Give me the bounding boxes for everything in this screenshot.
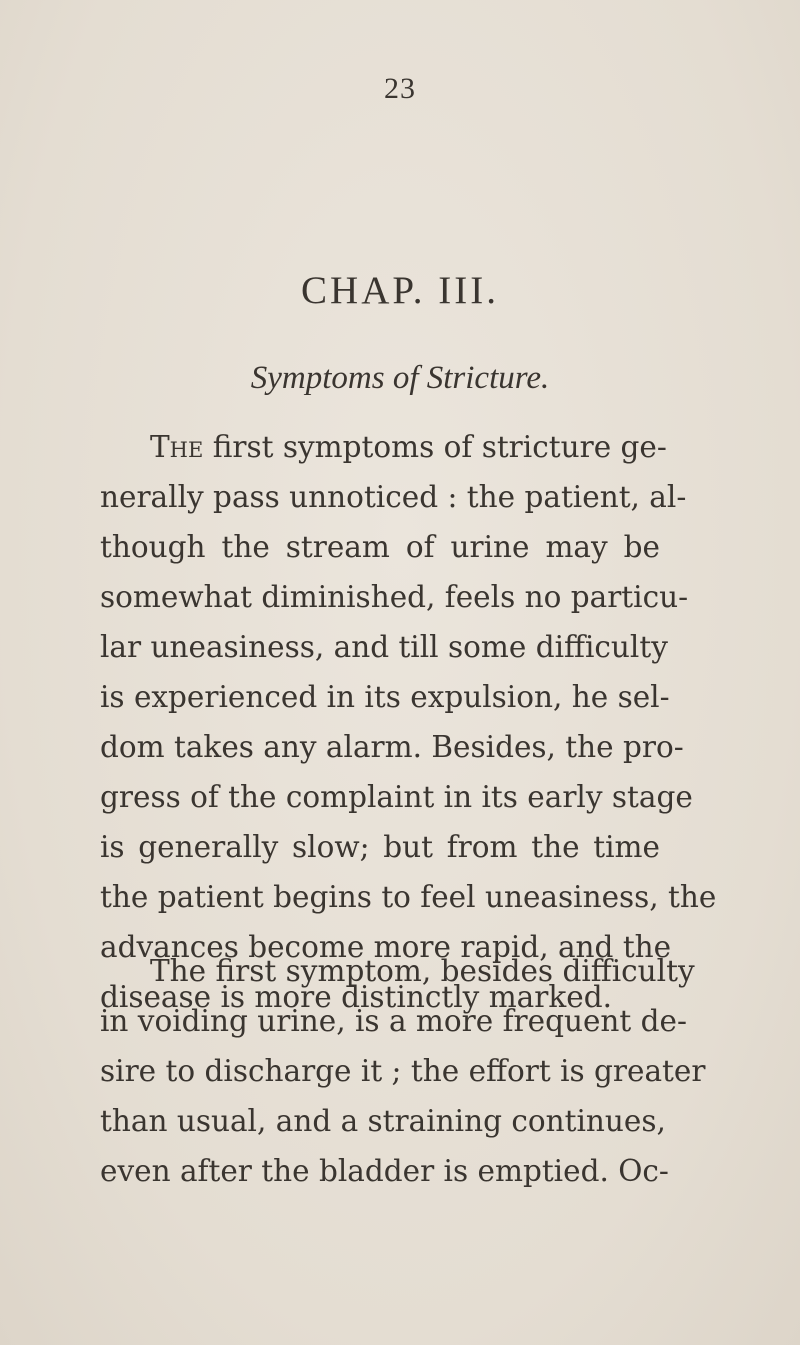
text-line: in voiding urine, is a more frequent de- [100, 1004, 687, 1038]
text-line: The first symptom, besides difficulty [150, 954, 695, 988]
chapter-heading: CHAP. III. [301, 269, 499, 312]
text-line: is generally slow; but from the time [100, 830, 660, 864]
text-line: The first symptoms of stricture ge- [150, 430, 667, 464]
section-title: Symptoms of Stricture. [250, 360, 550, 396]
text-line: lar uneasiness, and till some difficulty [100, 630, 668, 664]
text-line: somewhat diminished, feels no particu- [100, 580, 689, 614]
text-line: the patient begins to feel uneasiness, the [100, 880, 717, 914]
paragraph-2 [100, 946, 706, 1196]
opening-word: The [150, 430, 204, 464]
text-line: sire to discharge it ; the effort is greater [100, 1054, 706, 1088]
text-line: disease is more distinctly marked. [100, 980, 612, 1014]
page-number: 23 [384, 72, 416, 105]
text-line: even after the bladder is emptied. Oc- [100, 1154, 669, 1188]
text-line: nerally pass unnoticed : the patient, al- [100, 480, 687, 514]
text-line: though the stream of urine may be [100, 530, 660, 564]
text-line: advances become more rapid, and the [100, 930, 672, 964]
text-line: than usual, and a straining continues, [100, 1104, 666, 1138]
paragraph-1 [100, 422, 717, 1022]
text-line: is experienced in its expulsion, he sel- [100, 680, 670, 714]
text-line: dom takes any alarm. Besides, the pro- [100, 730, 684, 764]
text-line: gress of the complaint in its early stage [100, 780, 693, 814]
